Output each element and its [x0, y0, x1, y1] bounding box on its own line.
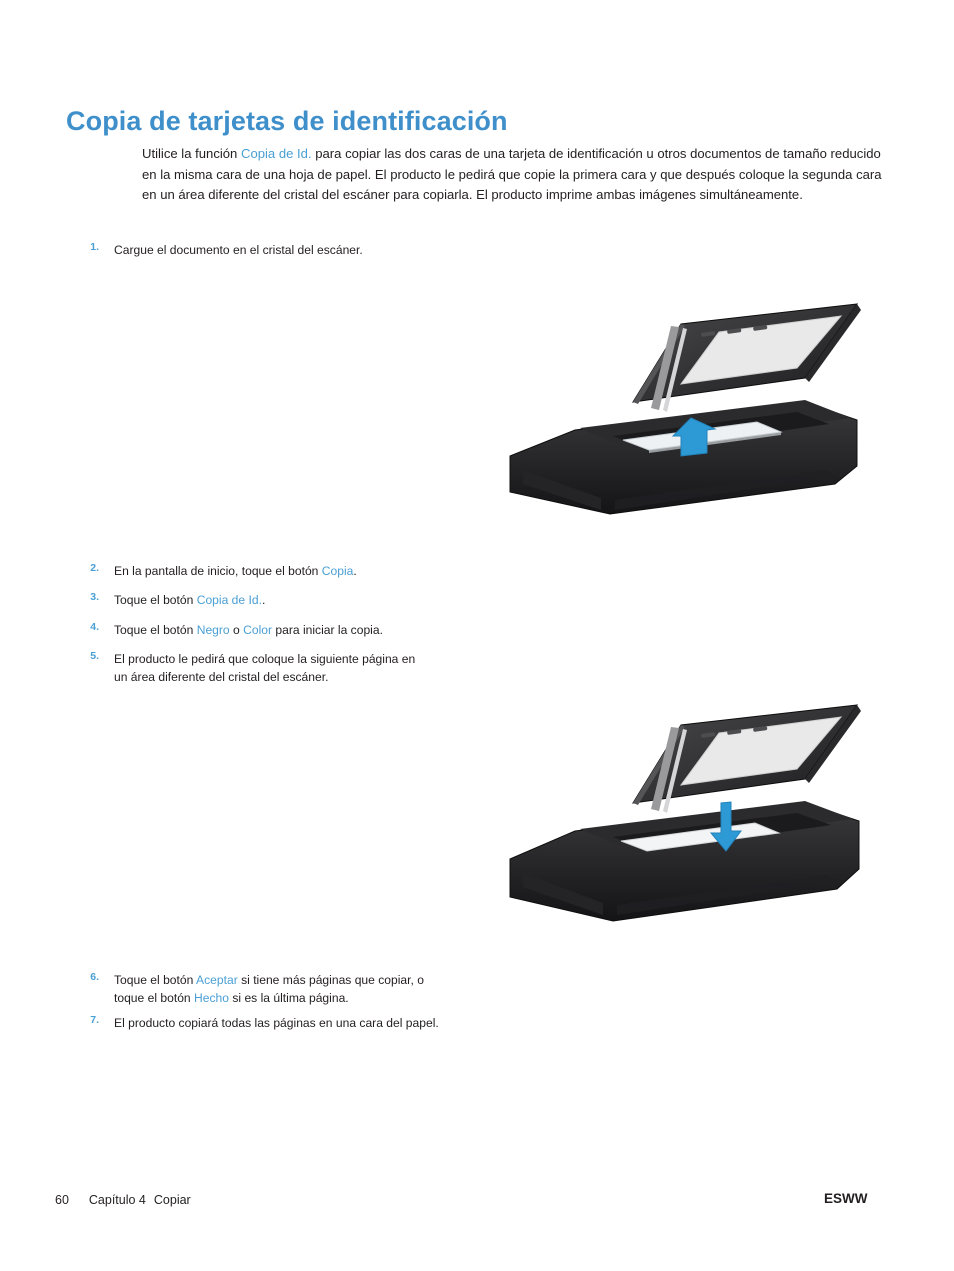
intro-paragraph [142, 144, 882, 206]
step-number: 5. [90, 650, 99, 662]
step-text [114, 241, 363, 259]
step-text-part: . [261, 593, 266, 607]
step-text [114, 650, 423, 686]
page-number: 60 [55, 1193, 69, 1207]
footer-section: Copiar [153, 1193, 191, 1207]
step-link-copia-de-id[interactable]: Copia de Id. [196, 593, 262, 607]
step-text-part: . [353, 564, 357, 578]
intro-link-copia-de-id[interactable]: Copia de Id. [240, 146, 312, 162]
page-title: Copia de tarjetas de identificación [66, 106, 508, 137]
intro-text-after: para copiar las dos caras de una tarjeta de identificación u otros documentos de tamaño reducido en la misma cara de una hoja de papel. El producto le pedirá que copie la primera cara y que después coloque la segunda cara en un área diferente del cristal del escáner para copiarla. El producto imprime ambas imágenes simultáneamente. [142, 146, 882, 203]
step-text-part: para iniciar la copia. [272, 623, 383, 637]
scanner-second-page-illustration [505, 665, 870, 930]
step-text-part: o [229, 623, 244, 637]
step-text-part: Cargue el documento en el cristal del escáner. [114, 243, 363, 257]
step-text [114, 562, 357, 580]
scanner-load-document-illustration [505, 270, 870, 520]
step-text-part: si tiene más páginas que copiar, o toque el botón [114, 973, 424, 1005]
step-text [114, 621, 383, 639]
step-number: 4. [90, 621, 99, 633]
step-text-part: si es la última página. [229, 991, 349, 1005]
step-number: 1. [90, 241, 99, 253]
step-text [114, 971, 453, 1007]
step-link-negro[interactable]: Negro [196, 623, 230, 637]
footer-left [55, 1193, 191, 1207]
step-link-aceptar[interactable]: Aceptar [196, 973, 238, 987]
step-text-part: Toque el botón [114, 623, 197, 637]
step-number: 3. [90, 591, 99, 603]
step-text-part: El producto le pedirá que coloque la siguiente página en un área diferente del cristal del escáner. [114, 652, 416, 684]
step-text-part: Toque el botón [114, 973, 197, 987]
step-number: 7. [90, 1014, 99, 1026]
intro-text-before: Utilice la función [142, 146, 241, 162]
step-text-part: En la pantalla de inicio, toque el botón [114, 564, 322, 578]
footer-chapter: Capítulo 4 [88, 1193, 146, 1207]
step-number: 6. [90, 971, 99, 983]
step-text [114, 591, 265, 609]
step-link-hecho[interactable]: Hecho [194, 991, 229, 1005]
footer-locale: ESWW [824, 1191, 868, 1206]
step-link-copia[interactable]: Copia [321, 564, 354, 578]
step-number: 2. [90, 562, 99, 574]
step-text [114, 1014, 439, 1032]
step-link-color[interactable]: Color [243, 623, 273, 637]
step-text-part: Toque el botón [114, 593, 197, 607]
step-text-part: El producto copiará todas las páginas en una cara del papel. [114, 1016, 439, 1030]
